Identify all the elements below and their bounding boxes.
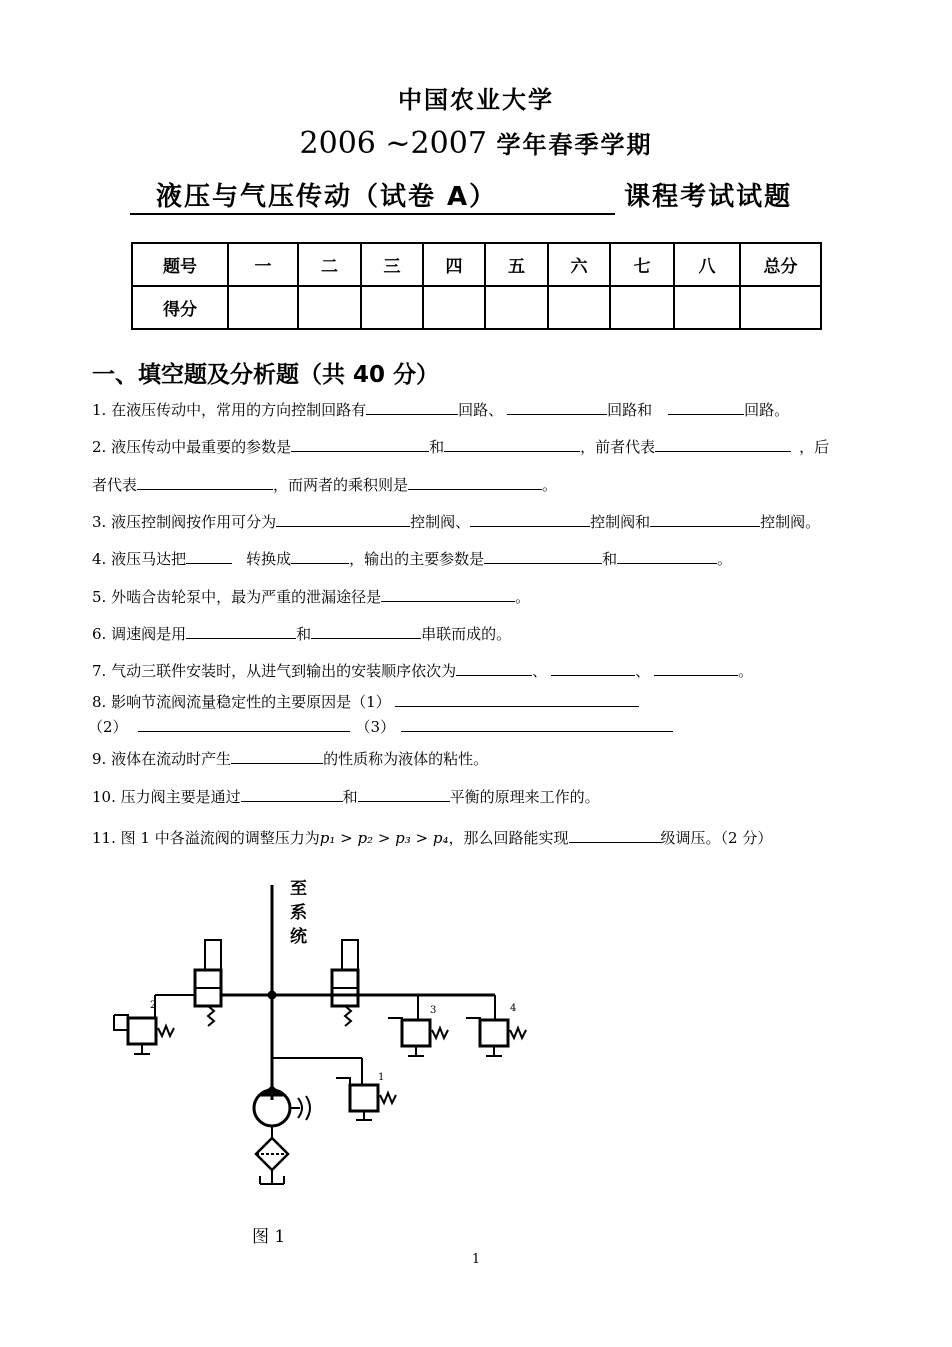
question-text: 的性质称为液体的粘性。 xyxy=(323,750,489,768)
score-cell: 六 xyxy=(548,243,610,286)
answer-blank[interactable] xyxy=(401,717,673,732)
question-5 xyxy=(92,586,530,607)
question-8 xyxy=(92,691,639,712)
course-line xyxy=(130,176,792,215)
score-cell: 二 xyxy=(298,243,361,286)
question-text: 回路。 xyxy=(744,401,790,419)
answer-blank[interactable] xyxy=(617,549,717,564)
question-text: 3. 液压控制阀按作用可分为 xyxy=(92,513,277,531)
question-text: （2） xyxy=(88,718,128,736)
question-text: ，输出的主要参数是 xyxy=(349,550,485,568)
answer-blank[interactable] xyxy=(311,624,421,639)
question-text: 。 xyxy=(515,588,531,606)
question-text: 平衡的原理来工作的。 xyxy=(449,788,600,806)
question-text: 。 xyxy=(717,550,733,568)
answer-blank[interactable] xyxy=(358,787,450,802)
question-4 xyxy=(92,548,732,569)
relief-valve-1 xyxy=(350,1085,378,1111)
relief-valve-3 xyxy=(402,1020,430,1046)
question-text: 9. 液体在流动时产生 xyxy=(92,750,232,768)
question-text: 转换成 xyxy=(246,550,292,568)
question-text: 7. 气动三联件安装时，从进气到输出的安装顺序依次为 xyxy=(92,662,457,680)
score-cell: 总分 xyxy=(740,243,821,286)
academic-year: 2006 ~2007 xyxy=(299,126,487,161)
relief-valve-2 xyxy=(128,1018,156,1044)
valve-label: 2 xyxy=(150,1000,157,1011)
hydraulic-circuit-diagram xyxy=(100,870,560,1200)
score-input-cell[interactable] xyxy=(548,286,610,329)
answer-blank[interactable] xyxy=(456,661,532,676)
answer-blank[interactable] xyxy=(137,475,273,490)
question-text: 。 xyxy=(542,476,558,494)
score-cell: 四 xyxy=(423,243,485,286)
question-text: ，那么回路能实现 xyxy=(448,829,569,847)
answer-blank[interactable] xyxy=(395,692,639,707)
question-text: 2. 液压传动中最重要的参数是 xyxy=(92,438,292,456)
answer-blank[interactable] xyxy=(650,512,760,527)
question-9 xyxy=(92,748,488,769)
question-text: （3） xyxy=(355,718,396,736)
course-title: 液压与气压传动（试卷 A） xyxy=(130,176,615,215)
score-table xyxy=(131,242,822,330)
page-number: 1 xyxy=(471,1252,481,1267)
relief-valve-4 xyxy=(480,1020,508,1046)
question-text: 和 xyxy=(342,788,358,806)
question-text: 。 xyxy=(738,662,754,680)
answer-blank[interactable] xyxy=(569,828,661,843)
question-text: ，前者代表 xyxy=(580,438,656,456)
question-7 xyxy=(92,660,753,681)
score-input-cell[interactable] xyxy=(610,286,674,329)
answer-blank[interactable] xyxy=(654,661,738,676)
question-text: 5. 外啮合齿轮泵中，最为严重的泄漏途径是 xyxy=(92,588,382,606)
score-table-header-row xyxy=(132,243,821,286)
answer-blank[interactable] xyxy=(551,661,635,676)
question-text: 回路、 xyxy=(458,401,504,419)
answer-blank[interactable] xyxy=(470,512,590,527)
question-text: 和 xyxy=(602,550,618,568)
answer-blank[interactable] xyxy=(408,475,542,490)
answer-blank[interactable] xyxy=(668,400,744,415)
answer-blank[interactable] xyxy=(484,549,602,564)
question-text: 和 xyxy=(296,625,312,643)
question-text: ，后 xyxy=(799,438,830,456)
question-2-cont xyxy=(92,474,557,495)
semester: 学年春季学期 xyxy=(496,131,653,159)
question-11 xyxy=(92,827,772,848)
course-suffix: 课程考试试题 xyxy=(624,182,793,212)
to-system-label-2: 系 xyxy=(290,903,307,923)
question-2 xyxy=(92,436,829,457)
valve-label: 3 xyxy=(430,1005,437,1016)
answer-blank[interactable] xyxy=(276,512,410,527)
question-text: 、 xyxy=(635,662,651,680)
pressure-formula: p₁ > p₂ > p₃ > p₄ xyxy=(319,829,449,847)
score-cell: 五 xyxy=(485,243,548,286)
question-1 xyxy=(92,399,789,420)
question-text: 10. 压力阀主要是通过 xyxy=(92,788,241,806)
question-text: 、 xyxy=(532,662,548,680)
answer-blank[interactable] xyxy=(444,437,580,452)
answer-blank[interactable] xyxy=(231,749,323,764)
score-input-cell[interactable] xyxy=(228,286,298,329)
question-text: 4. 液压马达把 xyxy=(92,550,187,568)
score-input-cell[interactable] xyxy=(361,286,423,329)
score-input-cell[interactable] xyxy=(298,286,361,329)
question-text: 控制阀和 xyxy=(590,513,651,531)
score-cell: 七 xyxy=(610,243,674,286)
to-system-label: 至 xyxy=(290,879,307,899)
answer-blank[interactable] xyxy=(138,717,350,732)
answer-blank[interactable] xyxy=(507,400,607,415)
score-input-cell[interactable] xyxy=(674,286,740,329)
answer-blank[interactable] xyxy=(291,549,349,564)
valve-label: 4 xyxy=(510,1003,517,1014)
answer-blank[interactable] xyxy=(291,437,429,452)
section-title: 一、填空题及分析题（共 40 分） xyxy=(92,362,440,388)
answer-blank[interactable] xyxy=(241,787,343,802)
exam-term xyxy=(0,125,952,161)
score-input-cell[interactable] xyxy=(485,286,548,329)
score-cell: 题号 xyxy=(132,243,228,286)
junction-dot xyxy=(269,992,275,998)
figure-caption: 图 1 xyxy=(252,1227,286,1247)
solenoid-icon xyxy=(205,940,221,970)
question-10 xyxy=(92,786,600,807)
question-text: 级调压。（2 分） xyxy=(660,829,773,847)
score-table-score-row xyxy=(132,286,821,329)
solenoid-icon xyxy=(342,940,358,970)
answer-blank[interactable] xyxy=(186,549,232,564)
answer-blank[interactable] xyxy=(186,624,296,639)
question-3 xyxy=(92,511,820,532)
answer-blank[interactable] xyxy=(366,400,458,415)
question-text: ，而两者的乘积则是 xyxy=(273,476,409,494)
question-6 xyxy=(92,623,511,644)
score-input-cell[interactable] xyxy=(423,286,485,329)
question-text: 8. 影响节流阀流量稳定性的主要原因是（1） xyxy=(92,693,391,711)
spring-icon xyxy=(345,1006,351,1026)
answer-blank[interactable] xyxy=(655,437,791,452)
question-text: 6. 调速阀是用 xyxy=(92,625,187,643)
valve-label: 1 xyxy=(378,1072,385,1083)
answer-blank[interactable] xyxy=(381,587,515,602)
question-text: 串联而成的。 xyxy=(421,625,512,643)
question-text: 1. 在液压传动中，常用的方向控制回路有 xyxy=(92,401,367,419)
question-text: 11. 图 1 中各溢流阀的调整压力为 xyxy=(92,829,320,847)
university-name: 中国农业大学 xyxy=(398,86,554,114)
question-text: 回路和 xyxy=(607,401,653,419)
score-cell: 一 xyxy=(228,243,298,286)
question-text: 控制阀、 xyxy=(410,513,471,531)
score-row-label: 得分 xyxy=(132,286,228,329)
to-system-label-3: 统 xyxy=(290,927,307,947)
spring-icon xyxy=(208,1006,214,1026)
question-text: 者代表 xyxy=(92,476,138,494)
question-text: 和 xyxy=(429,438,445,456)
score-cell: 三 xyxy=(361,243,423,286)
question-8-cont xyxy=(88,716,673,737)
question-text: 控制阀。 xyxy=(760,513,821,531)
score-cell: 八 xyxy=(674,243,740,286)
score-input-cell[interactable] xyxy=(740,286,821,329)
